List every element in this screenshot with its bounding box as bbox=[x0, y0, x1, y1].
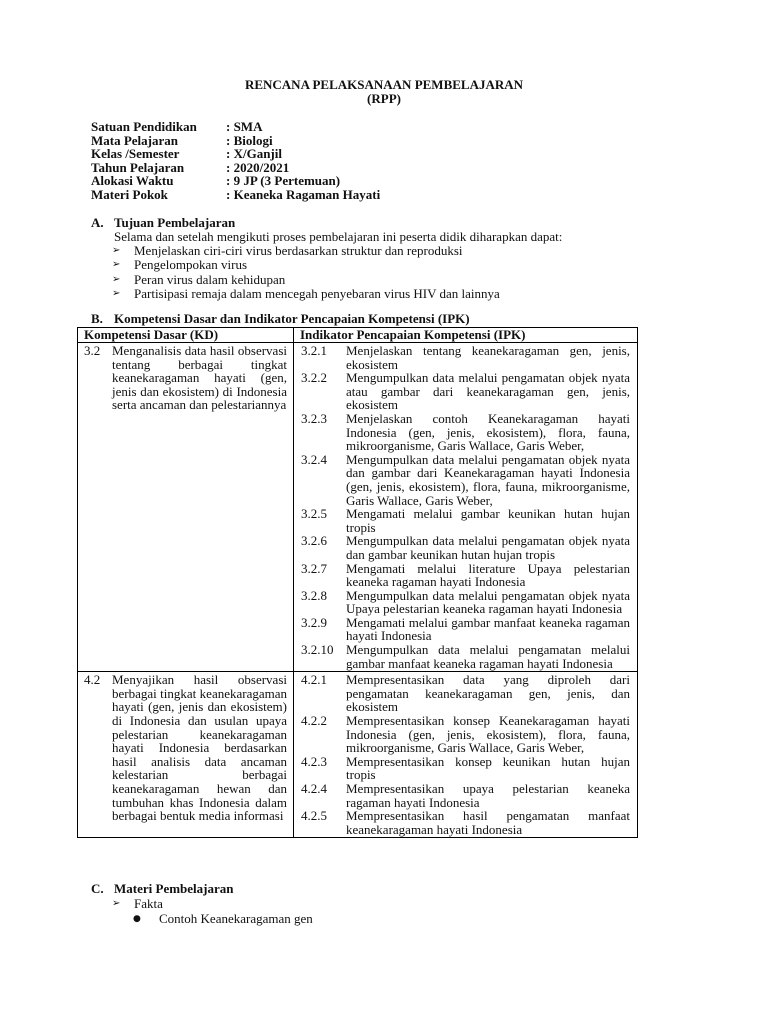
ipk-item bbox=[301, 453, 630, 507]
competency-table bbox=[77, 327, 638, 838]
ipk-number: 3.2.5 bbox=[301, 506, 327, 522]
ipk-number: 3.2.8 bbox=[301, 587, 327, 603]
column-header-kd: Kompetensi Dasar (KD) bbox=[78, 328, 294, 343]
list-item bbox=[112, 244, 500, 258]
ipk-number: 4.2.5 bbox=[301, 808, 327, 824]
ipk-item bbox=[301, 534, 630, 561]
sub-list-item bbox=[133, 912, 313, 926]
section-letter: B. bbox=[91, 311, 103, 326]
ipk-item bbox=[301, 782, 630, 809]
ipk-item bbox=[301, 673, 630, 714]
column-header-ipk: Indikator Pencapaian Kompetensi (IPK) bbox=[294, 328, 638, 343]
ipk-cell bbox=[294, 672, 638, 838]
arrowhead-bullet-icon: ➢ bbox=[112, 273, 121, 285]
list-item bbox=[112, 258, 500, 272]
list-item-text: Fakta bbox=[134, 896, 163, 911]
list-item bbox=[112, 897, 163, 911]
meta-value: : 9 JP (3 Pertemuan) bbox=[226, 173, 341, 189]
materials-list bbox=[112, 897, 163, 911]
list-item-text: Peran virus dalam kehidupan bbox=[134, 271, 286, 287]
ipk-text: Mengumpulkan data melalui pengamatan objek nyata atau gambar dari keanekaragaman gen, jenis, ekosistem bbox=[346, 370, 630, 413]
ipk-text: Mengamati melalui literature Upaya pelestarian keaneka ragaman hayati Indonesia bbox=[346, 560, 630, 590]
ipk-number: 3.2.3 bbox=[301, 410, 327, 426]
meta-value: : X/Ganjil bbox=[226, 146, 282, 162]
ipk-number: 3.2.2 bbox=[301, 370, 327, 386]
kd-number: 3.2 bbox=[84, 343, 101, 358]
arrowhead-bullet-icon: ➢ bbox=[112, 245, 121, 256]
meta-row bbox=[91, 120, 380, 134]
ipk-number: 3.2.1 bbox=[301, 343, 327, 358]
ipk-item bbox=[301, 507, 630, 534]
list-item-text: Partisipasi remaja dalam mencegah penyebaran virus HIV dan lainnya bbox=[134, 286, 500, 302]
section-letter: C. bbox=[91, 881, 104, 896]
ipk-text: Mempresentasikan hasil pengamatan manfaat keanekaragaman hayati Indonesia bbox=[346, 808, 630, 837]
section-title: Kompetensi Dasar dan Indikator Pencapaian Kompetensi (IPK) bbox=[114, 311, 470, 326]
list-item-text: Pengelompokan virus bbox=[134, 257, 248, 273]
kd-text: Menyajikan hasil observasi berbagai tingkat keanekaragaman hayati (gen, jenis dan ekosistem) di Indonesia dan usulan upaya pelestarian keanekaragaman hayati Indonesia berdasarkan hasil analisis data ancaman kelestarian berbagai keanekaragaman hewan dan tumbuhan khas Indonesia dalam berbagai bentuk media informasi bbox=[112, 672, 287, 824]
list-item bbox=[112, 273, 500, 287]
ipk-number: 4.2.1 bbox=[301, 672, 327, 688]
document-subtitle: (RPP) bbox=[367, 91, 401, 106]
ipk-text: Mempresentasikan upaya pelestarian keaneka ragaman hayati Indonesia bbox=[346, 781, 630, 810]
ipk-cell bbox=[294, 343, 638, 672]
document-title: RENCANA PELAKSANAAN PEMBELAJARAN bbox=[244, 77, 524, 92]
meta-row bbox=[91, 188, 380, 202]
ipk-text: Menjelaskan contoh Keanekaragaman hayati Indonesia (gen, jenis, ekosistem), flora, fauna, mikroorganisme, Garis Wallace, Garis Weber, bbox=[346, 410, 630, 454]
ipk-number: 3.2.9 bbox=[301, 614, 327, 630]
ipk-text: Mengumpulkan data melalui pengamatan objek nyata Upaya pelestarian keaneka ragaman hayati Indonesia bbox=[346, 587, 630, 617]
ipk-item bbox=[301, 755, 630, 782]
ipk-number: 3.2.10 bbox=[301, 642, 334, 658]
ipk-number: 3.2.7 bbox=[301, 560, 327, 576]
meta-key: Kelas /Semester bbox=[91, 146, 180, 162]
section-c-heading bbox=[91, 882, 233, 896]
arrowhead-bullet-icon: ➢ bbox=[112, 288, 121, 300]
arrowhead-bullet-icon: ➢ bbox=[112, 898, 121, 909]
ipk-number: 4.2.3 bbox=[301, 753, 327, 769]
table-header-row bbox=[78, 328, 638, 343]
meta-value: : Keaneka Ragaman Hayati bbox=[226, 186, 381, 202]
sub-list-item-text: Contoh Keanekaragaman gen bbox=[159, 911, 313, 926]
ipk-item bbox=[301, 412, 630, 453]
meta-row bbox=[91, 147, 380, 161]
list-item bbox=[112, 287, 500, 301]
ipk-text: Mengamati melalui gambar manfaat keaneka ragaman hayati Indonesia bbox=[346, 614, 630, 644]
ipk-item bbox=[301, 809, 630, 836]
kd-number: 4.2 bbox=[84, 672, 101, 688]
ipk-number: 4.2.4 bbox=[301, 781, 327, 796]
section-title: Materi Pembelajaran bbox=[114, 881, 234, 896]
table-row bbox=[78, 672, 638, 838]
meta-key: Tahun Pelajaran bbox=[91, 159, 185, 175]
kd-cell bbox=[78, 672, 294, 838]
ipk-text: Mempresentasikan konsep keunikan hutan hujan tropis bbox=[346, 753, 630, 783]
list-item-text: Menjelaskan ciri-ciri virus berdasarkan struktur dan reproduksi bbox=[134, 243, 463, 258]
ipk-text: Mempresentasikan konsep Keanekaragaman hayati Indonesia (gen, jenis, ekosistem), flora, fauna, mikroorganisme, Garis Wallace, Garis Weber, bbox=[346, 713, 630, 756]
meta-info-block bbox=[91, 120, 380, 202]
ipk-number: 3.2.4 bbox=[301, 451, 327, 467]
meta-key: Satuan Pendidikan bbox=[91, 119, 197, 134]
meta-key: Materi Pokok bbox=[91, 186, 168, 202]
ipk-item bbox=[301, 589, 630, 616]
dot-bullet-icon: ● bbox=[133, 914, 141, 924]
table-row bbox=[78, 343, 638, 672]
ipk-text: Mengumpulkan data melalui pengamatan objek nyata dan gambar keunikan hutan hujan tropis bbox=[346, 533, 630, 562]
section-letter: A. bbox=[91, 215, 104, 230]
meta-row bbox=[91, 174, 380, 188]
meta-value: : SMA bbox=[226, 119, 263, 134]
ipk-item bbox=[301, 616, 630, 643]
objectives-list bbox=[112, 244, 500, 302]
ipk-item bbox=[301, 344, 630, 371]
ipk-text: Mengumpulkan data melalui pengamatan melalui gambar manfaat keaneka ragaman hayati Indonesia bbox=[346, 642, 630, 671]
kd-text: Menganalisis data hasil observasi tentang berbagai tingkat keanekaragaman hayati (gen, jenis dan ekosistem) di Indonesia serta ancaman dan pelestariannya bbox=[112, 343, 287, 413]
ipk-number: 4.2.2 bbox=[301, 713, 327, 729]
meta-value: : 2020/2021 bbox=[226, 159, 290, 175]
ipk-text: Mengumpulkan data melalui pengamatan objek nyata dan gambar dari Keanekaragaman hayati Indonesia (gen, jenis, ekosistem), flora, fauna, mikroorganisme, Garis Wallace, Garis Weber, bbox=[346, 451, 630, 508]
section-title: Tujuan Pembelajaran bbox=[114, 215, 236, 230]
section-b-heading bbox=[91, 312, 470, 326]
ipk-item bbox=[301, 371, 630, 412]
ipk-text: Menjelaskan tentang keanekaragaman gen, jenis, ekosistem bbox=[346, 343, 630, 372]
meta-key: Alokasi Waktu bbox=[91, 173, 174, 189]
arrowhead-bullet-icon: ➢ bbox=[112, 259, 121, 271]
ipk-text: Mengamati melalui gambar keunikan hutan hujan tropis bbox=[346, 506, 630, 535]
meta-row bbox=[91, 161, 380, 175]
section-a-heading bbox=[91, 216, 235, 230]
ipk-number: 3.2.6 bbox=[301, 533, 327, 549]
ipk-item bbox=[301, 643, 630, 670]
kd-cell bbox=[78, 343, 294, 672]
ipk-text: Mempresentasikan data yang diproleh dari pengamatan keanekaragaman gen, jenis, dan ekosistem bbox=[346, 672, 630, 715]
ipk-item bbox=[301, 562, 630, 589]
meta-value: : Biologi bbox=[226, 132, 273, 148]
ipk-item bbox=[301, 714, 630, 755]
meta-key: Mata Pelajaran bbox=[91, 132, 179, 148]
meta-row bbox=[91, 134, 380, 148]
section-a-intro: Selama dan setelah mengikuti proses pembelajaran ini peserta didik diharapkan dapat: bbox=[114, 229, 563, 244]
